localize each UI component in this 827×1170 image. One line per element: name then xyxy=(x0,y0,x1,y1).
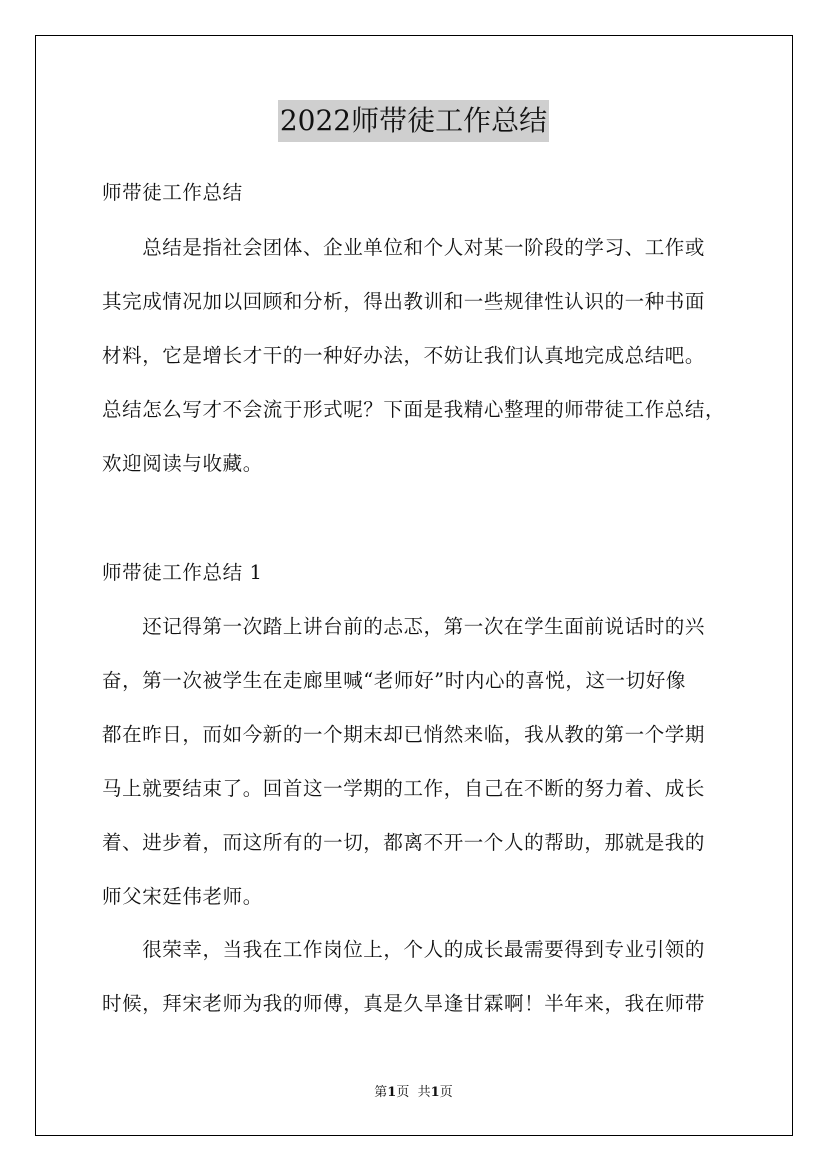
total-pages: 1 xyxy=(430,1085,440,1100)
title-container xyxy=(0,100,827,142)
paragraph-line: 还记得第一次踏上讲台前的忐忑，第一次在学生面前说话时的兴 xyxy=(102,615,706,638)
paragraph-line: 着、进步着，而这所有的一切，都离不开一个人的帮助，那就是我的 xyxy=(102,831,706,854)
intro-line: 材料，它是增长才干的一种好办法，不妨让我们认真地完成总结吧。 xyxy=(102,344,706,367)
paragraph-line: 都在昨日，而如今新的一个期末却已悄然来临，我从教的第一个学期 xyxy=(102,723,706,746)
intro-line: 其完成情况加以回顾和分析，得出教训和一些规律性认识的一种书面 xyxy=(102,290,706,313)
page-number: 1 xyxy=(387,1085,397,1100)
total-prefix: 共 xyxy=(417,1085,431,1100)
intro-paragraph xyxy=(102,221,734,491)
intro-line: 总结是指社会团体、企业单位和个人对某一阶段的学习、工作或 xyxy=(102,236,706,259)
paragraph-line: 很荣幸，当我在工作岗位上，个人的成长最需要得到专业引领的 xyxy=(102,938,706,961)
page-prefix: 第 xyxy=(374,1085,388,1100)
paragraph-1 xyxy=(102,600,734,924)
intro-line: 总结怎么写才不会流于形式呢？下面是我精心整理的师带徒工作总结， xyxy=(102,398,726,421)
intro-line: 欢迎阅读与收藏。 xyxy=(102,452,263,475)
page-suffix: 页 xyxy=(396,1085,410,1100)
paragraph-line: 师父宋廷伟老师。 xyxy=(102,885,263,908)
paragraph-line: 马上就要结束了。回首这一学期的工作，自己在不断的努力着、成长 xyxy=(102,777,706,800)
paragraph-line: 时候，拜宋老师为我的师傅，真是久旱逢甘霖啊！半年来，我在师带 xyxy=(102,992,706,1015)
document-title: 2022师带徒工作总结 xyxy=(278,100,549,142)
subsection-heading: 师带徒工作总结 1 xyxy=(102,561,263,584)
page-footer xyxy=(0,1084,827,1102)
total-suffix: 页 xyxy=(439,1085,453,1100)
paragraph-2 xyxy=(102,923,734,1031)
paragraph-line: 奋，第一次被学生在走廊里喊“老师好”时内心的喜悦，这一切好像 xyxy=(102,669,686,692)
section-heading: 师带徒工作总结 xyxy=(102,181,243,204)
